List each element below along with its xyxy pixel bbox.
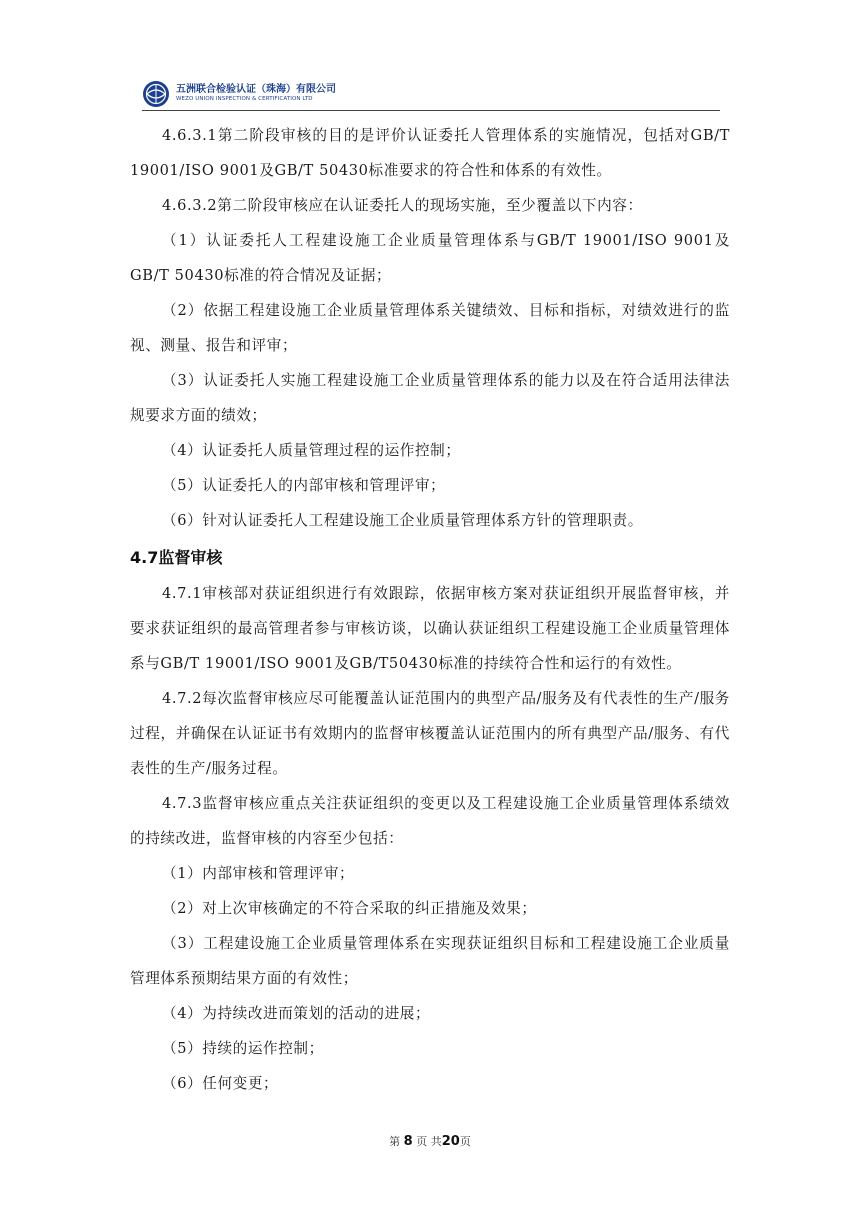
company-name-en: WEZO UNION INSPECTION & CERTIFICATION LTD xyxy=(176,96,313,103)
paragraph: 4.7.1审核部对获证组织进行有效跟踪，依据审核方案对获证组织开展监督审核，并要求获证组织的最高管理者参与审核访谈，以确认获证组织工程建设施工企业质量管理体系与GB/T 19001/ISO 9001及GB/T50430标准的持续符合性和运行的有效性。 xyxy=(130,585,730,672)
page-footer xyxy=(0,1133,860,1149)
list-item: （1）认证委托人工程建设施工企业质量管理体系与GB/T 19001/ISO 9001及GB/T 50430标准的符合情况及证据； xyxy=(130,232,730,284)
list-item: （2）依据工程建设施工企业质量管理体系关键绩效、目标和指标，对绩效进行的监视、测量、报告和评审； xyxy=(130,302,730,354)
footer-prefix: 第 xyxy=(389,1135,401,1148)
footer-middle: 页 共 xyxy=(416,1135,442,1148)
paragraph: 4.6.3.1第二阶段审核的目的是评价认证委托人管理体系的实施情况，包括对GB/T 19001/ISO 9001及GB/T 50430标准要求的符合性和体系的有效性。 xyxy=(130,127,730,179)
footer-suffix: 页 xyxy=(459,1135,471,1148)
paragraph: 4.7.2每次监督审核应尽可能覆盖认证范围内的典型产品/服务及有代表性的生产/服务过程，并确保在认证证书有效期内的监督审核覆盖认证范围内的所有典型产品/服务、有代表性的生产/服务过程。 xyxy=(130,690,730,777)
list-item: （5）认证委托人的内部审核和管理评审； xyxy=(162,477,446,494)
header-divider xyxy=(142,110,720,111)
list-item: （4）认证委托人质量管理过程的运作控制； xyxy=(162,442,461,459)
page-header xyxy=(142,78,720,110)
current-page-number: 8 xyxy=(403,1134,413,1149)
total-page-count: 20 xyxy=(441,1134,460,1149)
list-item: （6）针对认证委托人工程建设施工企业质量管理体系方针的管理职责。 xyxy=(162,512,643,529)
section-heading: 4.7监督审核 xyxy=(130,548,223,567)
list-item: （6）任何变更； xyxy=(162,1075,279,1092)
company-logo-icon xyxy=(142,80,170,108)
paragraph: 4.6.3.2第二阶段审核应在认证委托人的现场实施，至少覆盖以下内容： xyxy=(162,197,643,214)
paragraph: 4.7.3监督审核应重点关注获证组织的变更以及工程建设施工企业质量管理体系绩效的持续改进，监督审核的内容至少包括： xyxy=(130,795,730,847)
list-item: （2）对上次审核确定的不符合采取的纠正措施及效果； xyxy=(162,900,537,917)
list-item: （3）工程建设施工企业质量管理体系在实现获证组织目标和工程建设施工企业质量管理体系预期结果方面的有效性； xyxy=(130,935,730,987)
company-name-cn: 五洲联合检验认证（珠海）有限公司 xyxy=(176,84,336,96)
list-item: （5）持续的运作控制； xyxy=(162,1040,324,1057)
list-item: （1）内部审核和管理评审； xyxy=(162,865,355,882)
list-item: （4）为持续改进而策划的活动的进展； xyxy=(162,1005,431,1022)
list-item: （3）认证委托人实施工程建设施工企业质量管理体系的能力以及在符合适用法律法规要求方面的绩效； xyxy=(130,372,730,424)
document-body xyxy=(130,118,730,1101)
